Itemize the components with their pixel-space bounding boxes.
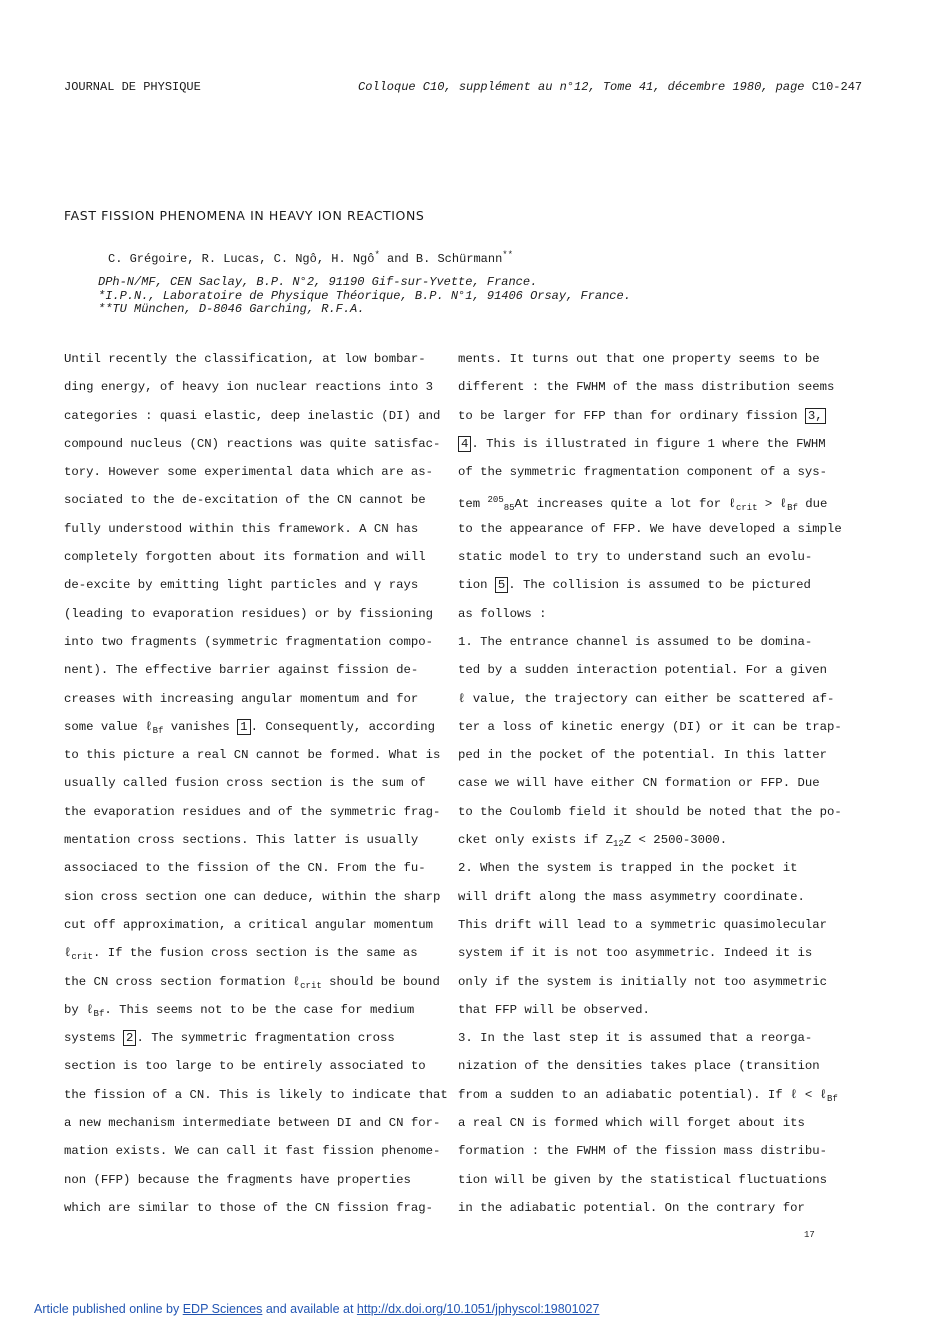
subscript: B <box>787 503 793 514</box>
text-line <box>458 571 838 599</box>
subscript: f <box>832 1093 838 1104</box>
text-line: a new mechanism intermediate between DI and CN for- <box>64 1116 441 1131</box>
text-line: that FFP will be observed. <box>458 1002 650 1017</box>
text-line <box>458 826 838 854</box>
text-line: the fission of a CN. This is likely to indicate that <box>64 1087 448 1102</box>
authors-part-a: C. Grégoire, R. Lucas, C. Ngô, H. Ngô <box>108 252 375 266</box>
text-fragment: cket only exists if Z <box>458 833 613 848</box>
text-line: ter a loss of kinetic energy (DI) or it can be trap- <box>458 719 842 734</box>
citation-ref: 4 <box>458 436 471 452</box>
text-fragment: the CN cross section formation ℓ <box>64 974 301 989</box>
affiliation-2: *I.P.N., Laboratoire de Physique Théorique, B.P. N°1, 91406 Orsay, France. <box>98 288 631 303</box>
text-fragment: should be bound <box>321 974 440 989</box>
authors-part-b: and B. Schürmann <box>379 252 503 266</box>
text-line: static model to try to understand such an evolu- <box>458 550 813 565</box>
text-line: to this picture a real CN cannot be formed. What is <box>64 748 441 763</box>
text-line: into two fragments (symmetric fragmentation compo- <box>64 634 433 649</box>
text-line: case we will have either CN formation or FFP. Due <box>458 776 820 791</box>
text-line: usually called fusion cross section is the sum of <box>64 776 426 791</box>
footer-middle: and available at <box>262 1302 357 1316</box>
subscript: B <box>93 1008 99 1019</box>
text-line: system if it is not too asymmetric. Indeed it is <box>458 946 813 961</box>
subscript: B <box>152 725 158 736</box>
text-fragment: . The symmetric fragmentation cross <box>136 1031 395 1046</box>
text-line: ments. It turns out that one property seems to be <box>458 352 820 366</box>
text-line: 2. When the system is trapped in the pocket it <box>458 861 798 876</box>
text-line: nization of the densities takes place (transition <box>458 1059 820 1074</box>
text-fragment: < 2500-3000. <box>631 833 728 848</box>
right-column <box>458 345 842 1222</box>
publication-footer <box>34 1302 599 1316</box>
journal-name: JOURNAL DE PHYSIQUE <box>64 80 201 94</box>
subscript: crit <box>71 952 93 963</box>
text-line: different : the FWHM of the mass distribution seems <box>458 380 835 395</box>
text-line <box>64 1024 442 1052</box>
text-line: This drift will lead to a symmetric quasimolecular <box>458 917 827 932</box>
text-fragment: tem <box>458 497 488 512</box>
text-line: compound nucleus (CN) reactions was quite satisfac- <box>64 436 441 451</box>
subscript: 2 <box>618 839 624 850</box>
text-line <box>64 713 442 741</box>
text-line: Until recently the classification, at low bombar- <box>64 352 426 366</box>
text-line: mation exists. We can call it fast fission phenome- <box>64 1144 441 1159</box>
author-mark-1: * <box>374 250 380 260</box>
author-list <box>108 250 513 266</box>
text-line <box>458 402 838 430</box>
affiliation-3: **TU München, D-8046 Garching, R.F.A. <box>98 302 365 316</box>
text-fragment: . This is illustrated in figure 1 where the FWHM <box>471 436 826 451</box>
text-line: sociated to the de-excitation of the CN cannot be <box>64 493 426 508</box>
text-line: only if the system is initially not too asymmetric <box>458 974 827 989</box>
subscript: 1 <box>612 839 619 850</box>
citation-ref: 5 <box>495 577 508 593</box>
text-line: ℓ value, the trajectory can either be scattered af- <box>458 691 835 706</box>
affiliation-1: DPh-N/MF, CEN Saclay, B.P. N°2, 91190 Gif-sur-Yvette, France. <box>98 275 538 289</box>
text-line: in the adiabatic potential. On the contrary for <box>458 1200 805 1215</box>
text-line: section is too large to be entirely associated to <box>64 1059 426 1074</box>
text-line: a real CN is formed which will forget about its <box>458 1116 805 1131</box>
page-id: C10-247 <box>811 80 863 94</box>
left-column <box>64 345 448 1222</box>
text-fragment: some value ℓ <box>64 719 153 734</box>
text-line <box>64 939 442 967</box>
author-mark-2: ** <box>502 250 514 260</box>
text-line: as follows : <box>458 606 547 621</box>
text-fragment: by ℓ <box>64 1002 94 1017</box>
subscript: crit <box>300 980 322 991</box>
text-fragment: due <box>797 497 828 512</box>
text-line <box>64 996 442 1024</box>
text-fragment: . The collision is assumed to be pictured <box>508 578 811 593</box>
text-line: nent). The effective barrier against fission de- <box>64 663 419 678</box>
colloque-header <box>358 80 862 94</box>
text-line: mentation cross sections. This latter is usually <box>64 833 419 848</box>
text-line: of the symmetric fragmentation component of a sys- <box>458 465 827 480</box>
text-line <box>64 968 442 996</box>
colloque-info: Colloque C10, supplément au n°12, Tome 41, décembre 1980, page <box>358 80 805 94</box>
text-line: tion will be given by the statistical fluctuations <box>458 1172 827 1187</box>
text-line: 3. In the last step it is assumed that a reorga- <box>458 1031 813 1046</box>
text-line: cut off approximation, a critical angular momentum <box>64 917 433 932</box>
text-fragment: systems <box>64 1031 124 1046</box>
text-line <box>458 1081 838 1109</box>
text-fragment: from a sudden to an adiabatic potential). If ℓ < ℓ <box>458 1087 827 1102</box>
citation-ref: 2 <box>123 1030 136 1046</box>
text-fragment: At increases quite a lot for ℓ <box>514 497 736 512</box>
text-line: tory. However some experimental data which are as- <box>64 465 433 480</box>
citation-ref: 3, <box>805 408 826 424</box>
text-line: will drift along the mass asymmetry coordinate. <box>458 889 805 904</box>
subscript: f <box>98 1008 105 1019</box>
citation-ref: 1 <box>237 719 250 735</box>
subscript: crit <box>735 503 758 514</box>
text-line: the evaporation residues and of the symmetric frag- <box>64 804 441 819</box>
text-line: ted by a sudden interaction potential. For a given <box>458 663 827 678</box>
subscript: B <box>826 1093 833 1104</box>
text-line: non (FFP) because the fragments have properties <box>64 1172 411 1187</box>
text-line: which are similar to those of the CN fission frag- <box>64 1200 433 1215</box>
text-fragment: ℓ <box>64 946 72 961</box>
text-fragment: to be larger for FFP than for ordinary fission <box>458 408 805 423</box>
subscript: 85 <box>503 503 515 514</box>
text-line: completely forgotten about its formation and will <box>64 550 426 565</box>
paper-title: FAST FISSION PHENOMENA IN HEAVY ION REACTIONS <box>64 208 425 223</box>
text-line: associaced to the fission of the CN. From the fu- <box>64 861 426 876</box>
footer-prefix: Article published online by <box>34 1302 183 1316</box>
text-fragment: > ℓ <box>757 497 788 512</box>
text-line: ding energy, of heavy ion nuclear reactions into 3 <box>64 380 433 395</box>
doi-link[interactable]: http://dx.doi.org/10.1051/jphyscol:19801027 <box>356 1302 600 1316</box>
text-line: (leading to evaporation residues) or by fissioning <box>64 606 433 621</box>
text-line: de-excite by emitting light particles and γ rays <box>64 578 419 593</box>
publisher-link[interactable]: EDP Sciences <box>182 1302 263 1316</box>
text-line: to the Coulomb field it should be noted that the po- <box>458 804 842 819</box>
text-line: ped in the pocket of the potential. In this latter <box>458 748 827 763</box>
subscript: f <box>157 725 164 736</box>
text-fragment: tion <box>458 578 495 593</box>
page-number: 17 <box>804 1230 815 1240</box>
subscript: f <box>792 503 798 514</box>
text-line: fully understood within this framework. A CN has <box>64 521 419 536</box>
text-fragment: vanishes <box>163 719 238 734</box>
text-line: 1. The entrance channel is assumed to be domina- <box>458 634 813 649</box>
affiliations <box>98 276 631 317</box>
text-line <box>458 486 838 514</box>
text-line: categories : quasi elastic, deep inelastic (DI) and <box>64 408 441 423</box>
text-line: formation : the FWHM of the fission mass distribu- <box>458 1144 827 1159</box>
text-line: sion cross section one can deduce, within the sharp <box>64 889 441 904</box>
text-line <box>458 430 838 458</box>
text-line: to the appearance of FFP. We have developed a simple <box>458 521 842 536</box>
text-line: creases with increasing angular momentum and for <box>64 691 419 706</box>
text-fragment: . This seems not to be the case for medium <box>104 1002 415 1017</box>
text-fragment: Z <box>623 833 632 848</box>
superscript: 205 <box>487 495 504 506</box>
text-fragment: . Consequently, according <box>250 719 436 734</box>
text-fragment: . If the fusion cross section is the same as <box>93 946 418 961</box>
